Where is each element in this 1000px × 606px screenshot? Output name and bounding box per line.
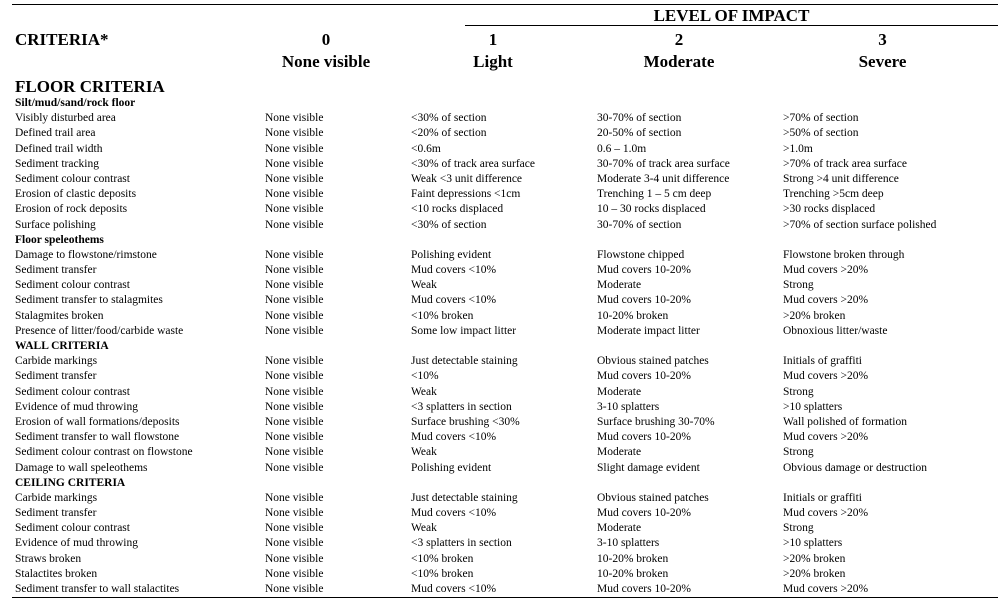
level-1-cell: Polishing evident xyxy=(411,461,492,474)
level-2-cell: Mud covers 10-20% xyxy=(597,507,691,520)
level-3-cell: Initials or graffiti xyxy=(783,491,862,504)
criterion-cell: Stalagmites broken xyxy=(15,309,104,322)
level-3-cell: Initials of graffiti xyxy=(783,355,862,368)
level-3-cell: Flowstone broken through xyxy=(783,248,905,261)
level-1-cell: Mud covers <10% xyxy=(411,431,497,444)
table-row xyxy=(0,248,1000,263)
level-2-cell: Moderate impact litter xyxy=(597,324,700,337)
table-row xyxy=(0,385,1000,400)
criterion-cell: Sediment transfer to wall stalactites xyxy=(15,583,180,595)
level-1-cell: <30% of section xyxy=(411,112,487,125)
level-0-cell: None visible xyxy=(265,567,324,580)
subsection-heading: CEILING CRITERIA xyxy=(15,476,126,489)
level-2-cell: Moderate xyxy=(597,446,642,459)
level-0-cell: None visible xyxy=(265,264,324,277)
level-1-cell: <3 splatters in section xyxy=(411,537,512,550)
criterion-cell: Stalactites broken xyxy=(15,567,98,580)
level-1-number: 1 xyxy=(488,30,498,49)
level-1-cell: <10% broken xyxy=(411,552,474,565)
level-1-cell: Weak xyxy=(411,385,437,398)
level-0-cell: None visible xyxy=(265,218,324,231)
level-2-cell: Moderate 3-4 unit difference xyxy=(597,172,730,185)
bottom-rule xyxy=(12,597,998,598)
table-row xyxy=(0,172,1000,187)
level-0-cell: None visible xyxy=(265,188,324,201)
level-2-cell: Mud covers 10-20% xyxy=(597,294,691,307)
subsection-heading: Floor speleothems xyxy=(15,233,104,246)
table-row xyxy=(0,263,1000,278)
level-0-cell: None visible xyxy=(265,203,324,216)
criterion-cell: Sediment colour contrast xyxy=(15,172,130,185)
table-row xyxy=(0,461,1000,476)
level-1-cell: Weak xyxy=(411,279,437,292)
level-of-impact-heading: LEVEL OF IMPACT xyxy=(653,6,810,25)
table-row xyxy=(0,506,1000,521)
level-3-cell: Mud covers >20% xyxy=(783,370,869,383)
level-3-cell: >30 rocks displaced xyxy=(783,203,876,216)
criterion-cell: Defined trail width xyxy=(15,142,103,155)
level-0-cell: None visible xyxy=(265,537,324,550)
level-2-cell: Slight damage evident xyxy=(597,461,700,474)
level-2-cell: Obvious stained patches xyxy=(597,491,709,504)
level-0-cell: None visible xyxy=(265,294,324,307)
level-3-cell: >1.0m xyxy=(783,142,813,155)
criterion-cell: Carbide markings xyxy=(15,355,98,368)
level-2-cell: Surface brushing 30-70% xyxy=(597,415,715,428)
level-2-cell: 10-20% broken xyxy=(597,309,669,322)
criterion-cell: Sediment transfer to wall flowstone xyxy=(15,431,180,444)
level-0-number: 0 xyxy=(321,30,331,49)
level-0-cell: None visible xyxy=(265,309,324,322)
level-3-cell: Wall polished of formation xyxy=(783,415,907,428)
level-1-cell: Mud covers <10% xyxy=(411,507,497,520)
table-row xyxy=(0,142,1000,157)
level-2-cell: 0.6 – 1.0m xyxy=(597,142,647,155)
criterion-cell: Evidence of mud throwing xyxy=(15,400,138,413)
level-3-cell: >10 splatters xyxy=(783,400,843,413)
level-3-name: Severe xyxy=(858,52,907,71)
level-0-cell: None visible xyxy=(265,415,324,428)
table-body xyxy=(0,77,1000,597)
level-1-cell: Just detectable staining xyxy=(411,355,518,368)
level-0-cell: None visible xyxy=(265,446,324,459)
level-2-cell: Mud covers 10-20% xyxy=(597,264,691,277)
criterion-cell: Surface polishing xyxy=(15,218,96,231)
level-3-cell: >70% of section xyxy=(783,112,859,125)
table-row xyxy=(0,536,1000,551)
level-3-cell: Strong xyxy=(783,522,814,535)
criterion-cell: Sediment transfer xyxy=(15,370,97,383)
table-row xyxy=(0,324,1000,339)
table-row xyxy=(0,187,1000,202)
criterion-cell: Damage to wall speleothems xyxy=(15,461,148,474)
level-2-cell: 3-10 splatters xyxy=(597,537,660,550)
level-1-name: Light xyxy=(473,52,513,71)
level-3-cell: Mud covers >20% xyxy=(783,507,869,520)
level-1-cell: <10 rocks displaced xyxy=(411,203,504,216)
level-3-cell: Trenching >5cm deep xyxy=(783,188,884,201)
level-3-cell: >10 splatters xyxy=(783,537,843,550)
table-row xyxy=(0,430,1000,445)
level-2-cell: 30-70% of track area surface xyxy=(597,157,730,170)
table-row xyxy=(0,369,1000,384)
level-0-cell: None visible xyxy=(265,507,324,520)
level-2-cell: 3-10 splatters xyxy=(597,400,660,413)
criterion-cell: Damage to flowstone/rimstone xyxy=(15,248,157,261)
table-row xyxy=(0,218,1000,233)
criteria-heading: CRITERIA* xyxy=(15,30,109,49)
criterion-cell: Erosion of wall formations/deposits xyxy=(15,415,180,428)
criterion-cell: Straws broken xyxy=(15,552,82,565)
level-3-cell: Strong xyxy=(783,446,814,459)
table-row xyxy=(0,202,1000,217)
criterion-cell: Erosion of clastic deposits xyxy=(15,188,137,201)
table-row xyxy=(0,354,1000,369)
level-0-cell: None visible xyxy=(265,112,324,125)
level-3-cell: Obnoxious litter/waste xyxy=(783,324,888,337)
level-0-cell: None visible xyxy=(265,370,324,383)
level-0-cell: None visible xyxy=(265,385,324,398)
level-3-cell: Strong xyxy=(783,279,814,292)
level-2-cell: Mud covers 10-20% xyxy=(597,583,691,595)
level-3-cell: Strong xyxy=(783,385,814,398)
level-0-cell: None visible xyxy=(265,552,324,565)
criterion-cell: Carbide markings xyxy=(15,491,98,504)
table-row xyxy=(0,567,1000,582)
level-0-cell: None visible xyxy=(265,461,324,474)
level-heading-rule xyxy=(465,25,998,26)
level-3-cell: >20% broken xyxy=(783,309,846,322)
level-3-number: 3 xyxy=(878,30,887,49)
level-2-cell: 20-50% of section xyxy=(597,127,682,140)
level-2-name: Moderate xyxy=(643,52,715,71)
level-0-cell: None visible xyxy=(265,324,324,337)
subsection-heading: WALL CRITERIA xyxy=(15,340,109,352)
table-row xyxy=(0,309,1000,324)
level-3-cell: Mud covers >20% xyxy=(783,294,869,307)
criterion-cell: Sediment transfer xyxy=(15,264,97,277)
level-1-cell: <0.6m xyxy=(411,142,441,155)
level-0-cell: None visible xyxy=(265,491,324,504)
level-3-cell: >70% of track area surface xyxy=(783,157,907,170)
level-1-cell: <10% broken xyxy=(411,309,474,322)
level-1-cell: Weak xyxy=(411,446,437,459)
level-1-cell: <3 splatters in section xyxy=(411,400,512,413)
level-2-cell: Moderate xyxy=(597,385,642,398)
section-heading: FLOOR CRITERIA xyxy=(15,77,165,96)
criterion-cell: Sediment colour contrast xyxy=(15,522,130,535)
criterion-cell: Presence of litter/food/carbide waste xyxy=(15,324,184,337)
criterion-cell: Sediment transfer to stalagmites xyxy=(15,294,163,307)
table-row xyxy=(0,278,1000,293)
level-1-cell: Mud covers <10% xyxy=(411,294,497,307)
level-1-cell: <10% broken xyxy=(411,567,474,580)
level-1-cell: <10% xyxy=(411,370,439,383)
level-0-cell: None visible xyxy=(265,355,324,368)
level-2-number: 2 xyxy=(674,30,684,49)
level-2-cell: 30-70% of section xyxy=(597,218,682,231)
top-rule xyxy=(12,4,998,5)
level-1-cell: Some low impact litter xyxy=(411,324,517,337)
level-1-cell: Just detectable staining xyxy=(411,491,518,504)
level-0-cell: None visible xyxy=(265,172,324,185)
table-row xyxy=(0,415,1000,430)
level-3-cell: >20% broken xyxy=(783,567,846,580)
table-row xyxy=(0,157,1000,172)
level-3-cell: Mud covers >20% xyxy=(783,264,869,277)
level-2-cell: 10-20% broken xyxy=(597,552,669,565)
level-2-cell: Obvious stained patches xyxy=(597,355,709,368)
level-1-cell: Weak xyxy=(411,522,437,535)
table-row xyxy=(0,126,1000,141)
table-row xyxy=(0,293,1000,308)
criterion-cell: Sediment colour contrast on flowstone xyxy=(15,446,193,459)
level-2-cell: Moderate xyxy=(597,522,642,535)
criterion-cell: Sediment tracking xyxy=(15,157,99,170)
table-row xyxy=(0,491,1000,506)
level-1-cell: <30% of section xyxy=(411,218,487,231)
criterion-cell: Sediment colour contrast xyxy=(15,279,130,292)
criterion-cell: Sediment colour contrast xyxy=(15,385,130,398)
level-1-cell: Surface brushing <30% xyxy=(411,415,520,428)
level-2-cell: Mud covers 10-20% xyxy=(597,370,691,383)
level-0-cell: None visible xyxy=(265,400,324,413)
level-2-cell: Flowstone chipped xyxy=(597,248,685,261)
level-1-cell: <20% of section xyxy=(411,127,487,140)
level-3-cell: >20% broken xyxy=(783,552,846,565)
subsection-heading: Silt/mud/sand/rock floor xyxy=(15,97,136,109)
table-row xyxy=(0,521,1000,536)
level-1-cell: Mud covers <10% xyxy=(411,583,497,595)
level-0-cell: None visible xyxy=(265,157,324,170)
level-3-cell: Obvious damage or destruction xyxy=(783,461,928,474)
table-row xyxy=(0,111,1000,126)
table-row xyxy=(0,582,1000,597)
level-2-cell: 30-70% of section xyxy=(597,112,682,125)
level-0-cell: None visible xyxy=(265,142,324,155)
level-0-cell: None visible xyxy=(265,583,324,595)
level-3-cell: >70% of section surface polished xyxy=(783,218,937,231)
level-3-cell: Mud covers >20% xyxy=(783,583,869,595)
level-0-cell: None visible xyxy=(265,279,324,292)
level-3-cell: >50% of section xyxy=(783,127,859,140)
criterion-cell: Sediment transfer xyxy=(15,507,97,520)
level-0-name: None visible xyxy=(281,52,371,71)
level-3-cell: Mud covers >20% xyxy=(783,431,869,444)
level-1-cell: Weak <3 unit difference xyxy=(411,172,523,185)
level-1-cell: Faint depressions <1cm xyxy=(411,188,521,201)
level-2-cell: Mud covers 10-20% xyxy=(597,431,691,444)
level-2-cell: 10 – 30 rocks displaced xyxy=(597,203,706,216)
table-row xyxy=(0,445,1000,460)
level-2-cell: 10-20% broken xyxy=(597,567,669,580)
criterion-cell: Erosion of rock deposits xyxy=(15,203,128,216)
level-0-cell: None visible xyxy=(265,522,324,535)
level-2-cell: Trenching 1 – 5 cm deep xyxy=(597,188,712,201)
level-0-cell: None visible xyxy=(265,127,324,140)
criterion-cell: Defined trail area xyxy=(15,127,96,140)
level-1-cell: Mud covers <10% xyxy=(411,264,497,277)
criterion-cell: Evidence of mud throwing xyxy=(15,537,138,550)
table-row xyxy=(0,552,1000,567)
table-row xyxy=(0,400,1000,415)
level-0-cell: None visible xyxy=(265,248,324,261)
level-1-cell: <30% of track area surface xyxy=(411,157,535,170)
level-0-cell: None visible xyxy=(265,431,324,444)
level-2-cell: Moderate xyxy=(597,279,642,292)
level-1-cell: Polishing evident xyxy=(411,248,492,261)
criterion-cell: Visibly disturbed area xyxy=(15,112,116,125)
level-3-cell: Strong >4 unit difference xyxy=(783,172,899,185)
